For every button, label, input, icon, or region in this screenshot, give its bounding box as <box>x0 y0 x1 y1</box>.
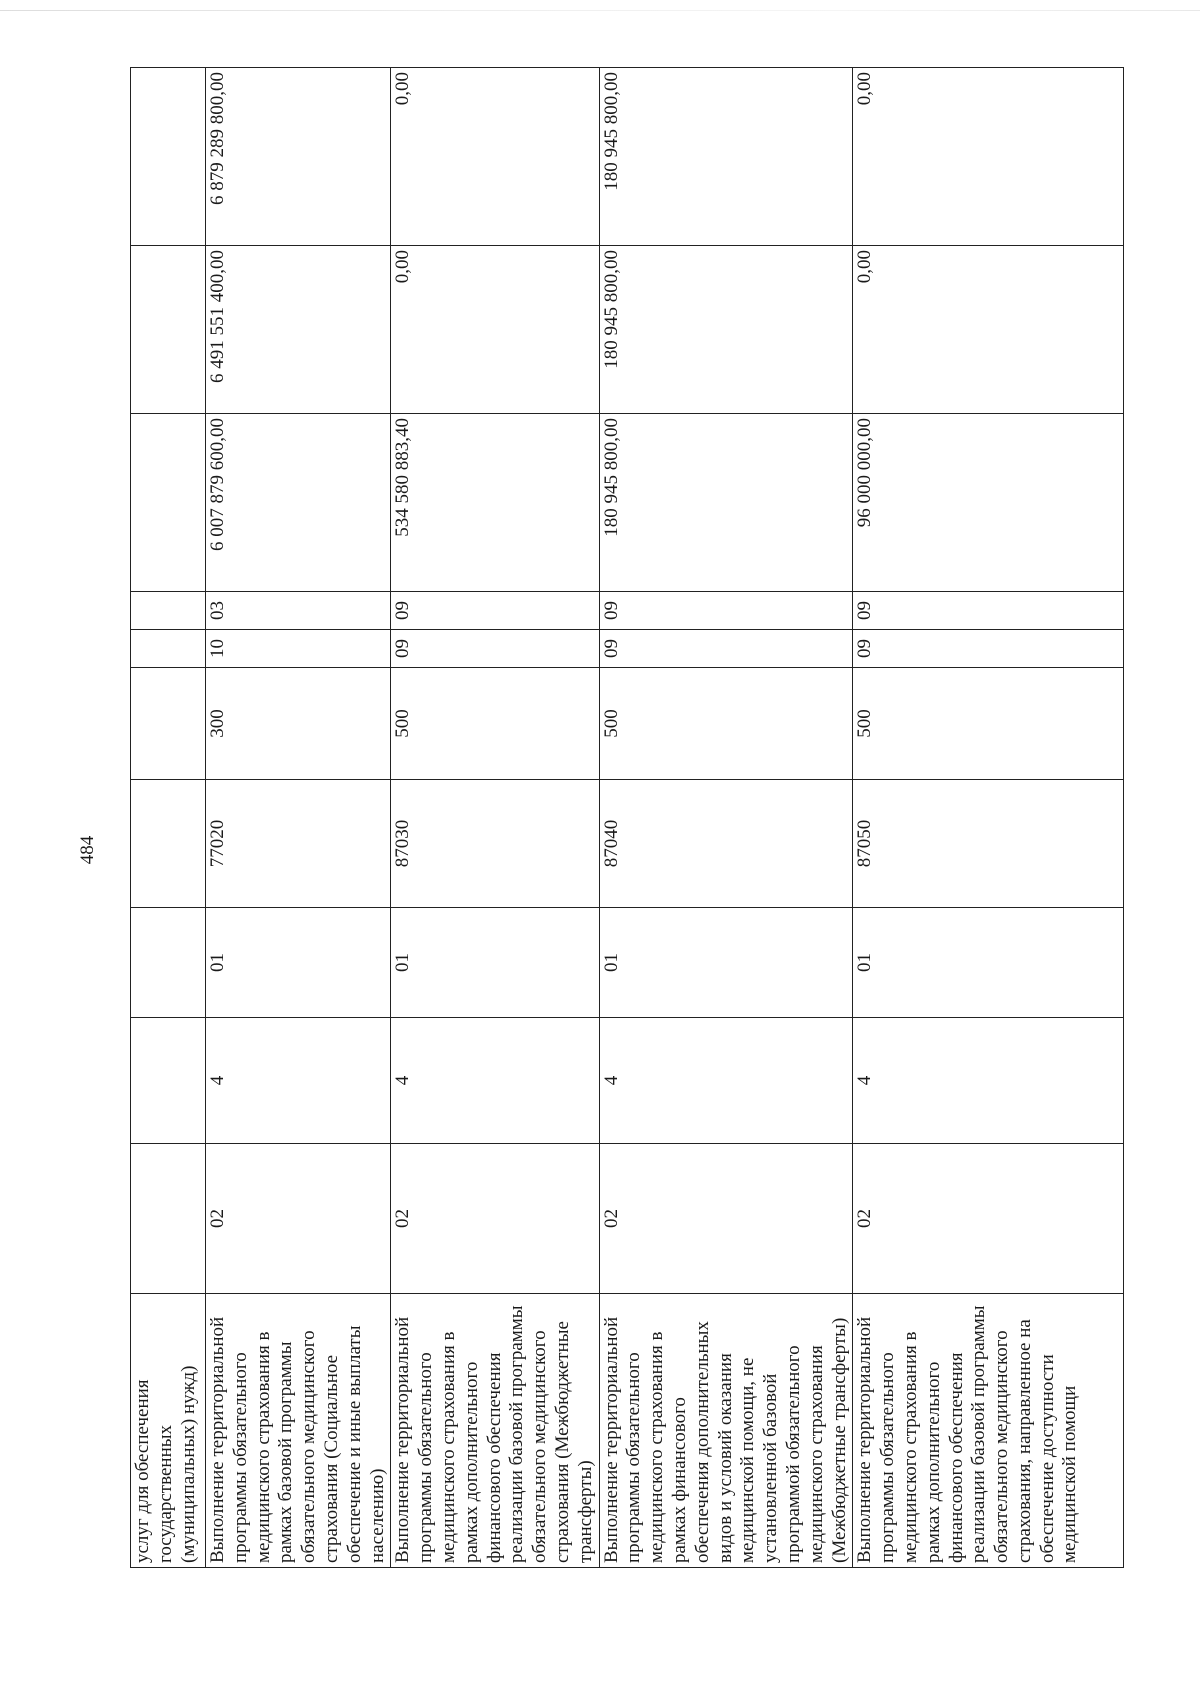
table-row <box>853 68 1124 1568</box>
code-cell: 500 <box>391 668 599 780</box>
code-cell: 02 <box>599 1144 853 1294</box>
code-cell <box>131 668 206 780</box>
amount-cell <box>131 246 206 414</box>
amount-cell: 6 491 551 400,00 <box>206 246 391 414</box>
code-cell: 87030 <box>391 780 599 908</box>
code-cell: 77020 <box>206 780 391 908</box>
code-cell: 01 <box>599 908 853 1018</box>
amount-cell: 0,00 <box>853 246 1124 414</box>
code-cell <box>131 1018 206 1144</box>
code-cell: 02 <box>853 1144 1124 1294</box>
code-cell <box>131 630 206 668</box>
row-description: Выполнение территориальной программы обязательного медицинского страхования в рамках базовой программы обязательного медицинского страхования (Социальное обеспечение и иные выплаты населению) <box>206 1294 391 1568</box>
amount-cell: 96 000 000,00 <box>853 414 1124 592</box>
code-cell: 02 <box>391 1144 599 1294</box>
amount-cell <box>131 68 206 246</box>
code-cell: 09 <box>391 592 599 630</box>
row-description: Выполнение территориальной программы обязательного медицинского страхования в рамках дополнительного финансового обеспечения реализации базовой программы обязательного медицинского страхования, направленное на обеспечение доступности медицинской помощи <box>853 1294 1124 1568</box>
code-cell <box>131 592 206 630</box>
amount-cell <box>131 414 206 592</box>
row-description: услуг для обеспечения государственных (муниципальных) нужд) <box>131 1294 206 1568</box>
code-cell: 01 <box>853 908 1124 1018</box>
row-description: Выполнение территориальной программы обязательного медицинского страхования в рамках дополнительного финансового обеспечения реализации базовой программы обязательного медицинского страхования (Межбюджетные трансферты) <box>391 1294 599 1568</box>
code-cell: 87050 <box>853 780 1124 908</box>
code-cell: 500 <box>599 668 853 780</box>
code-cell: 03 <box>206 592 391 630</box>
code-cell: 500 <box>853 668 1124 780</box>
amount-cell: 0,00 <box>853 68 1124 246</box>
table-row <box>599 68 853 1568</box>
amount-cell: 180 945 800,00 <box>599 414 853 592</box>
code-cell: 09 <box>599 630 853 668</box>
code-cell: 09 <box>853 630 1124 668</box>
code-cell: 4 <box>599 1018 853 1144</box>
code-cell: 10 <box>206 630 391 668</box>
rotated-table-wrapper <box>130 68 1090 1568</box>
code-cell: 09 <box>391 630 599 668</box>
code-cell: 4 <box>206 1018 391 1144</box>
code-cell: 01 <box>206 908 391 1018</box>
code-cell: 09 <box>853 592 1124 630</box>
scan-edge-line <box>0 10 1200 11</box>
code-cell: 01 <box>391 908 599 1018</box>
code-cell: 09 <box>599 592 853 630</box>
code-cell: 02 <box>206 1144 391 1294</box>
amount-cell: 180 945 800,00 <box>599 68 853 246</box>
code-cell: 4 <box>391 1018 599 1144</box>
amount-cell: 180 945 800,00 <box>599 246 853 414</box>
amount-cell: 0,00 <box>391 246 599 414</box>
budget-table <box>130 67 1124 1568</box>
code-cell: 87040 <box>599 780 853 908</box>
code-cell <box>131 908 206 1018</box>
code-cell <box>131 1144 206 1294</box>
table-row <box>206 68 391 1568</box>
table-row <box>131 68 206 1568</box>
amount-cell: 6 879 289 800,00 <box>206 68 391 246</box>
page-number: 484 <box>77 835 98 865</box>
code-cell: 300 <box>206 668 391 780</box>
code-cell <box>131 780 206 908</box>
row-description: Выполнение территориальной программы обязательного медицинского страхования в рамках финансового обеспечения дополнительных видов и условий оказания медицинской помощи, не установленной базовой программой обязательного медицинского страхования (Межбюджетные трансферты) <box>599 1294 853 1568</box>
table-row <box>391 68 599 1568</box>
amount-cell: 0,00 <box>391 68 599 246</box>
code-cell: 4 <box>853 1018 1124 1144</box>
amount-cell: 534 580 883,40 <box>391 414 599 592</box>
amount-cell: 6 007 879 600,00 <box>206 414 391 592</box>
